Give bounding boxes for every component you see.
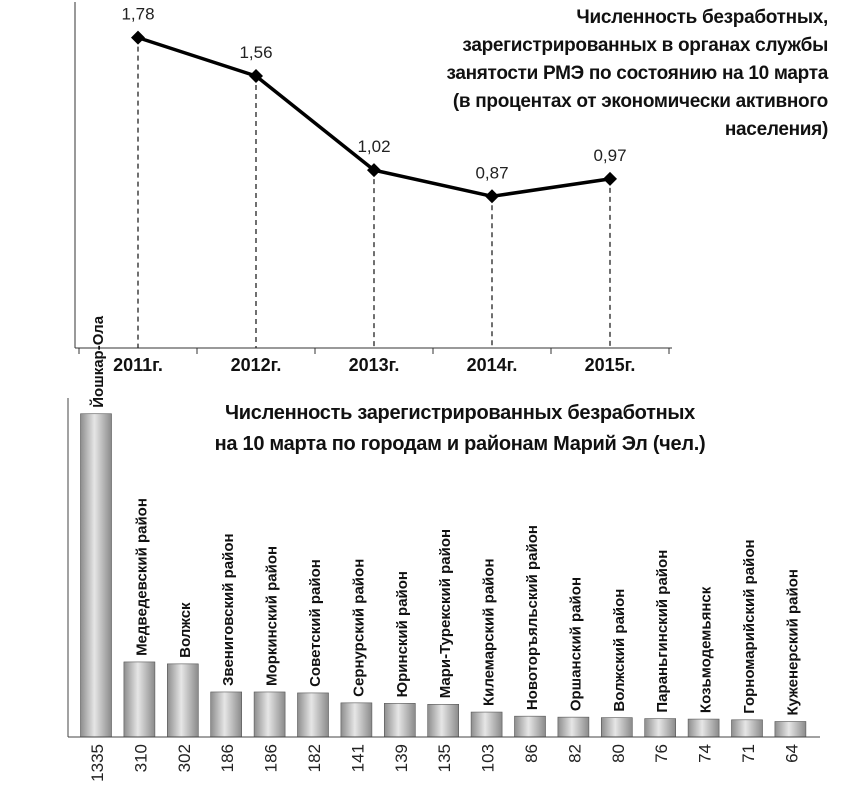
bar-title-line-1: Численность зарегистрированных безработных	[225, 402, 695, 424]
bar	[688, 719, 719, 737]
bar-category-label: Медведевский район	[133, 498, 151, 656]
bar-value-label: 80	[608, 744, 628, 763]
bar-category-label: Волжск	[176, 602, 194, 658]
bar-category-label: Звениговский район	[220, 533, 238, 686]
bar	[167, 664, 198, 737]
bar-category-label: Сернурский район	[350, 558, 368, 697]
bar-chart	[68, 315, 820, 782]
bar-value-label: 139	[391, 744, 411, 773]
bar-category-label: Куженерский район	[784, 569, 802, 716]
bar-value-label: 103	[478, 744, 498, 773]
bar-value-label: 182	[305, 744, 324, 773]
bar-category-label: Моркинский район	[263, 545, 281, 686]
line-title-line-1: Численность безработных,	[576, 7, 828, 28]
bar-category-label: Оршанский район	[567, 576, 585, 712]
line-title-line-5: населения)	[724, 119, 828, 140]
bar	[645, 719, 676, 737]
line-data-label: 1,78	[121, 4, 155, 24]
line-x-tick-label: 2012г.	[230, 355, 282, 375]
bar-value-label: 76	[652, 744, 672, 763]
bar	[732, 720, 763, 737]
bar-category-label: Килемарский район	[480, 558, 498, 707]
bar-value-label: 82	[565, 744, 585, 763]
bar-value-label: 186	[261, 744, 281, 773]
bar	[341, 703, 372, 737]
bar-value-label: 1335	[88, 744, 107, 782]
bar	[471, 712, 502, 737]
bar	[254, 692, 285, 737]
line-x-tick-label: 2014г.	[466, 355, 518, 375]
bar-category-label: Волжский район	[610, 588, 628, 712]
bar-title-line-2: на 10 марта по городам и районам Марий Эл (чел.)	[214, 433, 706, 455]
bar	[515, 716, 546, 737]
line-x-tick-label: 2013г.	[348, 355, 400, 375]
line-title-line-4: (в процентах от экономически активного	[452, 91, 828, 112]
bar-category-label: Советский район	[307, 559, 324, 687]
line-point	[603, 172, 617, 186]
bar	[81, 414, 112, 737]
line-point	[485, 189, 499, 203]
line-title-line-2: зарегистрированных в органах службы	[462, 35, 828, 56]
line-x-tick-label: 2015г.	[584, 355, 636, 375]
bar	[384, 703, 415, 737]
bar-category-label: Юринский район	[393, 571, 411, 698]
bar-value-label: 64	[782, 744, 802, 763]
bar-value-label: 141	[348, 744, 368, 773]
bar-value-label: 135	[435, 744, 455, 773]
line-data-label: 1,02	[357, 137, 391, 157]
bar-value-label: 71	[739, 744, 758, 763]
line-point	[131, 31, 145, 45]
bar	[428, 704, 459, 737]
bar	[601, 718, 632, 737]
line-data-label: 0,97	[593, 145, 627, 165]
bar-category-label: Параньгинский район	[654, 549, 672, 713]
line-chart	[75, 2, 672, 375]
line-data-label: 0,87	[475, 163, 509, 183]
bar-category-label: Мари-Турекский район	[437, 528, 455, 699]
line-title-line-3: занятости РМЭ по состоянию на 10 марта	[446, 63, 828, 84]
bar-value-label: 186	[218, 744, 238, 773]
line-data-label: 1,56	[239, 43, 273, 62]
bar	[775, 722, 806, 737]
bar-value-label: 310	[131, 744, 151, 773]
bar-category-label: Новоторъяльский район	[524, 525, 541, 711]
bar-value-label: 302	[174, 744, 194, 773]
bar	[298, 693, 329, 737]
bar-category-label: Горномарийский район	[741, 539, 758, 714]
bar-category-label: Козьмодемьянск	[697, 586, 715, 714]
line-x-tick-label: 2011г.	[113, 355, 163, 375]
bar-value-label: 74	[695, 744, 715, 763]
bar	[558, 717, 589, 737]
bar-value-label: 86	[522, 744, 541, 763]
bar-category-label: Йошкар-Ола	[90, 315, 107, 408]
bar	[211, 692, 242, 737]
bar	[124, 662, 155, 737]
